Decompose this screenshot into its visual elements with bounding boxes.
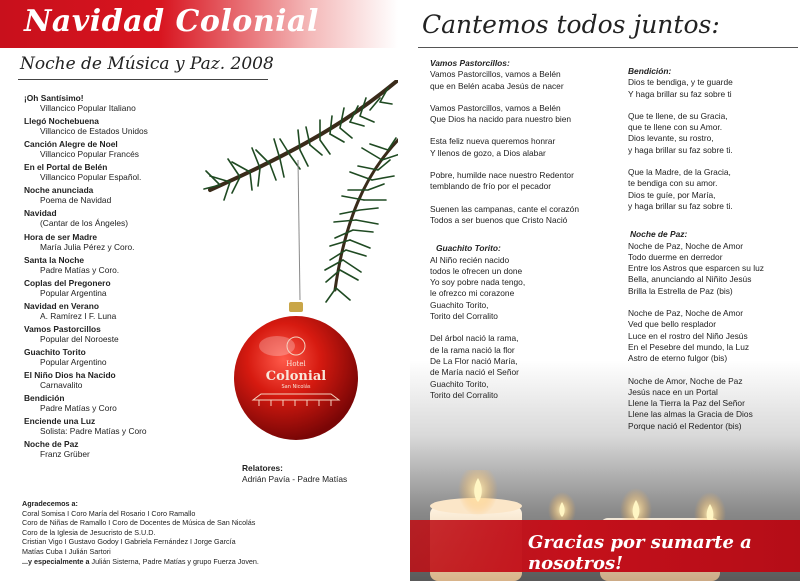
lyric-line: todos le ofrecen un done (430, 265, 523, 276)
program-detail: Popular del Noroeste (40, 333, 119, 344)
stanza (628, 167, 798, 212)
lyric-line: que en Belén acaba Jesús de nacer (430, 80, 564, 91)
lyric-line: Bella, anunciando al Niñito Jesús (628, 274, 752, 285)
songs-page (410, 0, 800, 581)
stanza (628, 308, 798, 364)
program-detail: Poema de Navidad (40, 195, 112, 206)
banner-title: Navidad Colonial (24, 4, 319, 39)
lyric-line: Entre los Astros que esparcen su luz (628, 263, 764, 274)
program-page (0, 0, 399, 581)
thanks-label: Agradecemos a: (22, 499, 78, 508)
lyric-line: Llene la Tierra la Paz del Señor (628, 398, 745, 409)
thanks-special-rest: Julián Sisterna, Padre Matías y grupo Fuerza Joven. (89, 556, 259, 566)
program-title: Santa la Noche (24, 254, 85, 265)
thanks-line: Coro de la Iglesia de Jesucristo de S.U.D. (22, 527, 156, 537)
program-detail: Villancico Popular Italiano (40, 103, 136, 113)
lyric-line: Todo duerme en derredor (628, 251, 723, 262)
lyric-line: Noche de Paz, Noche de Amor (628, 240, 743, 251)
program-item (24, 116, 254, 136)
lyric-line: y haga brillar su faz sobre ti. (628, 144, 733, 155)
lyric-line: Vamos Pastorcillos, vamos a Belén (430, 102, 561, 113)
lyric-line: Noche de Amor, Noche de Paz (628, 375, 743, 386)
lyric-line: Que la Madre, de la Gracia, (628, 167, 731, 178)
lyric-line: Dios te bendiga, y te guarde (628, 77, 733, 88)
song-title: Noche de Paz: (630, 229, 688, 240)
stanza (430, 103, 615, 126)
program-item (24, 301, 254, 321)
lyric-line: Esta feliz nueva queremos honrar (430, 136, 556, 147)
lyric-line: Guachito Torito, (430, 299, 489, 310)
songs-column-right (628, 66, 798, 443)
stanza (430, 69, 615, 92)
lyric-line: Yo soy pobre nada tengo, (430, 277, 526, 288)
songs-page-title: Cantemos todos juntos: (422, 10, 720, 39)
program-title: Navidad en Verano (24, 300, 99, 311)
lyric-line: Del árbol nació la rama, (430, 333, 519, 344)
program-detail: Villancico de Estados Unidos (40, 126, 148, 137)
program-detail: (Cantar de los Ángeles) (40, 218, 128, 229)
stanza (628, 241, 798, 297)
lyric-line: Vamos Pastorcillos, vamos a Belén (430, 69, 561, 80)
lyric-line: Al Niño recién nacido (430, 254, 510, 265)
lyric-line: Y haga brillar su faz sobre ti (628, 88, 732, 99)
program-detail: Franz Grüber (40, 449, 90, 460)
program-item (24, 139, 254, 159)
relatores-block (242, 463, 347, 485)
program-item (24, 324, 254, 344)
lyric-line: de la rama nació la flor (430, 344, 515, 355)
stanza (430, 255, 615, 323)
stanza (430, 136, 615, 159)
song-title: Guachito Torito: (436, 243, 501, 254)
songs-column-left (430, 58, 615, 412)
lyric-line: Noche de Paz, Noche de Amor (628, 308, 743, 319)
song-title: Bendición: (628, 66, 672, 76)
program-item (24, 393, 254, 413)
program-item (24, 232, 254, 252)
lyric-line: Porque nació el Redentor (bis) (628, 420, 742, 431)
lyric-line: Astro de eterno fulgor (bis) (628, 353, 728, 364)
program-list (24, 93, 254, 463)
lyric-line: Torito del Corralito (430, 311, 498, 322)
lyric-line: Pobre, humilde nace nuestro Redentor (430, 170, 574, 181)
program-title: Enciende una Luz (24, 416, 96, 427)
stanza (628, 376, 798, 432)
program-item (24, 208, 254, 228)
program-detail: A. Ramírez I F. Luna (40, 310, 117, 321)
page-gutter (398, 0, 410, 581)
song-title: Vamos Pastorcillos: (430, 58, 510, 68)
program-title: Llegó Nochebuena (24, 116, 99, 127)
program-title: Bendición (24, 393, 65, 404)
lyric-line: Torito del Corralito (430, 389, 498, 400)
program-item (24, 185, 254, 205)
lyric-line: Brilla la Estrella de Paz (bis) (628, 285, 733, 296)
title-divider (418, 47, 798, 48)
page-subtitle: Noche de Música y Paz. 2008 (20, 54, 274, 74)
program-title: Noche anunciada (24, 185, 94, 196)
lyric-line: Que Dios ha nacido para nuestro bien (430, 114, 572, 125)
stanza (430, 204, 615, 227)
program-detail: Padre Matías y Coro. (40, 264, 120, 275)
title-banner (0, 0, 398, 48)
stanza (628, 77, 798, 100)
lyric-line: Dios te guíe, por María, (628, 189, 716, 200)
program-item (24, 370, 254, 390)
program-item (24, 255, 254, 275)
program-detail: Villancico Popular Español. (40, 172, 142, 183)
lyric-line: Dios levante, su rostro, (628, 133, 714, 144)
program-item (24, 278, 254, 298)
program-title: En el Portal de Belén (24, 162, 108, 173)
relatores-label: Relatores: (242, 463, 283, 473)
lyric-line: Ved que bello resplador (628, 319, 717, 330)
program-title: ¡Oh Santísimo! (24, 93, 84, 103)
program-title: Canción Alegre de Noel (24, 139, 118, 150)
lyric-line: Y llenos de gozo, a Dios alabar (430, 147, 546, 158)
lyric-line: Todos a ser buenos que Cristo Nació (430, 214, 568, 225)
ornament-hotel: Hotel (286, 360, 306, 368)
lyric-line: de María nació el Señor (430, 367, 519, 378)
program-title: Coplas del Pregonero (24, 277, 111, 288)
ornament-colonial: Colonial (265, 369, 327, 384)
stanza (430, 170, 615, 193)
lyric-line: Guachito Torito, (430, 378, 489, 389)
lyric-line: Que te llene, de su Gracia, (628, 110, 728, 121)
program-detail: Villancico Popular Francés (40, 149, 139, 160)
lyric-line: le ofrezco mi corazone (430, 288, 515, 299)
stanza (430, 333, 615, 401)
thanks-block (22, 499, 392, 566)
lyric-line: que te llene con su Amor. (628, 122, 723, 133)
lyric-line: Luce en el rostro del Niño Jesús (628, 330, 748, 341)
program-item (24, 347, 254, 367)
relatores-names: Adrián Pavía - Padre Matías (242, 474, 348, 484)
lyric-line: Jesús nace en un Portal (628, 386, 718, 397)
program-detail: Carnavalito (40, 380, 83, 391)
footer-thanks: Gracias por sumarte a nosotros! (528, 532, 752, 574)
program-title: El Niño Dios ha Nacido (24, 370, 116, 381)
lyric-line: Suenen las campanas, cante el corazón (430, 203, 579, 214)
lyric-line: De La Flor nació María, (430, 355, 518, 366)
program-item (24, 416, 254, 436)
thanks-special-prefix: ...y especialmente a (22, 556, 90, 566)
program-detail: Popular Argentina (40, 287, 107, 298)
thanks-line: Cristian Vigo I Gustavo Godoy I Gabriela Fernández I Jorge García (22, 537, 236, 547)
program-item (24, 162, 254, 182)
program-title: Noche de Paz (24, 439, 79, 450)
lyric-line: En el Pesebre del mundo, la Luz (628, 341, 750, 352)
program-item (24, 93, 254, 113)
ornament-city: San Nicolás (281, 384, 311, 390)
lyric-line: y haga brillar su faz sobre ti. (628, 200, 733, 211)
program-title: Hora de ser Madre (24, 231, 98, 242)
program-title: Guachito Torito (24, 347, 86, 358)
lyric-line: te bendiga con su amor. (628, 178, 718, 189)
lyric-line: Llene las almas la Gracia de Dios (628, 409, 753, 420)
thanks-line: Coro de Niñas de Ramallo I Coro de Docentes de Música de San Nicolás (22, 518, 256, 528)
program-detail: Padre Matías y Coro (40, 403, 117, 414)
thanks-special (22, 557, 392, 567)
lyric-line: temblando de frío por el pecador (430, 181, 552, 192)
program-item (24, 439, 254, 459)
thanks-line: Matías Cuba I Julián Sartori (22, 546, 111, 556)
program-detail: María Julia Pérez y Coro. (40, 241, 135, 252)
program-title: Navidad (24, 208, 57, 219)
program-detail: Solista: Padre Matías y Coro (40, 426, 147, 437)
stanza (628, 111, 798, 156)
thanks-line: Coral Somisa I Coro María del Rosario I Coro Ramallo (22, 508, 196, 518)
program-title: Vamos Pastorcillos (24, 323, 101, 334)
program-detail: Popular Argentino (40, 357, 107, 368)
